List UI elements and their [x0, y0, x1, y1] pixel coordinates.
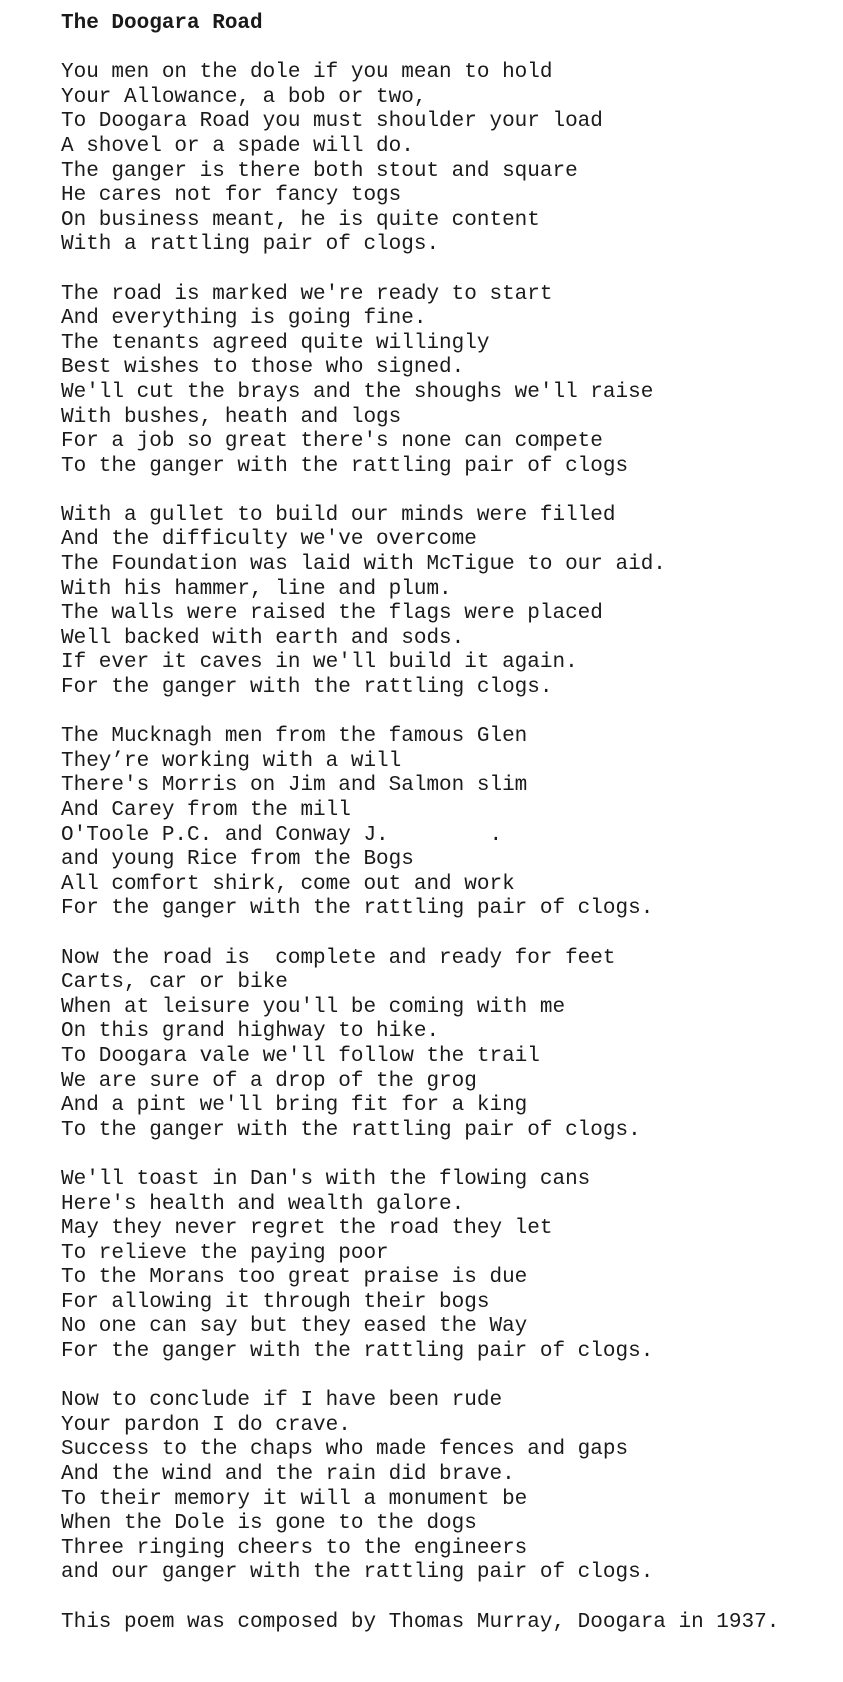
poem-line: and young Rice from the Bogs: [61, 848, 414, 872]
poem-line: No one can say but they eased the Way: [61, 1315, 528, 1339]
poem-line: Here's health and wealth galore.: [61, 1192, 465, 1216]
poem-line: Your Allowance, a bob or two,: [61, 85, 427, 109]
poem-line: The ganger is there both stout and square: [61, 159, 578, 183]
poem-line: Best wishes to those who signed.: [61, 356, 465, 380]
poem-line: Success to the chaps who made fences and gaps: [61, 1438, 629, 1462]
poem-line: To Doogara vale we'll follow the trail: [61, 1044, 540, 1068]
poem-credit: This poem was composed by Thomas Murray, Doogara in 1937.: [61, 1610, 780, 1634]
poem-line: The Foundation was laid with McTigue to our aid.: [61, 553, 666, 577]
poem-line: To the ganger with the rattling pair of clogs.: [61, 1118, 641, 1142]
poem-line: For the ganger with the rattling pair of clogs.: [61, 897, 654, 921]
poem-line: If ever it caves in we'll build it again.: [61, 651, 578, 675]
poem-line: There's Morris on Jim and Salmon slim: [61, 774, 528, 798]
poem-line: The walls were raised the flags were placed: [61, 602, 603, 626]
poem-line: On business meant, he is quite content: [61, 208, 540, 232]
poem-page: [61, 12, 779, 1635]
poem-line: The tenants agreed quite willingly: [61, 331, 490, 355]
poem-line: For the ganger with the rattling pair of clogs.: [61, 1340, 654, 1364]
poem-line: When at leisure you'll be coming with me: [61, 995, 566, 1019]
poem-line: To the ganger with the rattling pair of clogs: [61, 454, 629, 478]
poem-line: Carts, car or bike: [61, 971, 288, 995]
poem-line: We'll cut the brays and the shoughs we'll raise: [61, 380, 654, 404]
stanza: [61, 725, 779, 922]
poem-line: For a job so great there's none can compete: [61, 430, 603, 454]
poem-line: He cares not for fancy togs: [61, 184, 402, 208]
poem-line: A shovel or a spade will do.: [61, 134, 414, 158]
poem-line: The Mucknagh men from the famous Glen: [61, 725, 528, 749]
poem-line: And a pint we'll bring fit for a king: [61, 1094, 528, 1118]
poem-line: To Doogara Road you must shoulder your load: [61, 110, 603, 134]
poem-line: May they never regret the road they let: [61, 1217, 553, 1241]
poem-line: We'll toast in Dan's with the flowing cans: [61, 1167, 591, 1191]
poem-line: To the Morans too great praise is due: [61, 1266, 528, 1290]
stanza: [61, 283, 779, 480]
poem-line: And everything is going fine.: [61, 307, 427, 331]
poem-line: You men on the dole if you mean to hold: [61, 61, 553, 85]
poem-line: Well backed with earth and sods.: [61, 626, 465, 650]
stanza: [61, 1168, 779, 1365]
stanza: [61, 504, 779, 701]
poem-line: For the ganger with the rattling clogs.: [61, 676, 553, 700]
poem-line: They’re working with a will: [61, 749, 402, 773]
poem-line: And the difficulty we've overcome: [61, 528, 477, 552]
poem-line: Now the road is complete and ready for feet: [61, 946, 616, 970]
title-spacer: [61, 37, 779, 62]
poem-line: To their memory it will a monument be: [61, 1487, 528, 1511]
poem-line: And Carey from the mill: [61, 799, 351, 822]
poem-line: With a gullet to build our minds were filled: [61, 503, 616, 527]
poem-line: We are sure of a drop of the grog: [61, 1069, 477, 1093]
poem-line: And the wind and the rain did brave.: [61, 1463, 515, 1487]
stanza: [61, 61, 779, 258]
poem-line: For allowing it through their bogs: [61, 1290, 490, 1314]
stanza: [61, 1389, 779, 1586]
poem-line: The road is marked we're ready to start: [61, 282, 553, 306]
poem-line: Now to conclude if I have been rude: [61, 1389, 503, 1413]
poem-line: All comfort shirk, come out and work: [61, 872, 515, 896]
poem-line: When the Dole is gone to the dogs: [61, 1512, 477, 1536]
poem-body: [61, 61, 779, 1586]
poem-line: and our ganger with the rattling pair of clogs.: [61, 1561, 654, 1585]
poem-line: With a rattling pair of clogs.: [61, 233, 440, 257]
poem-line: Your pardon I do crave.: [61, 1413, 351, 1437]
poem-title: The Doogara Road: [61, 12, 263, 35]
stanza: [61, 947, 779, 1144]
poem-line: Three ringing cheers to the engineers: [61, 1536, 528, 1560]
poem-line: O'Toole P.C. and Conway J. .: [61, 823, 503, 847]
poem-line: On this grand highway to hike.: [61, 1020, 440, 1044]
poem-line: With his hammer, line and plum.: [61, 577, 452, 601]
poem-line: To relieve the paying poor: [61, 1241, 389, 1265]
poem-line: With bushes, heath and logs: [61, 405, 402, 429]
